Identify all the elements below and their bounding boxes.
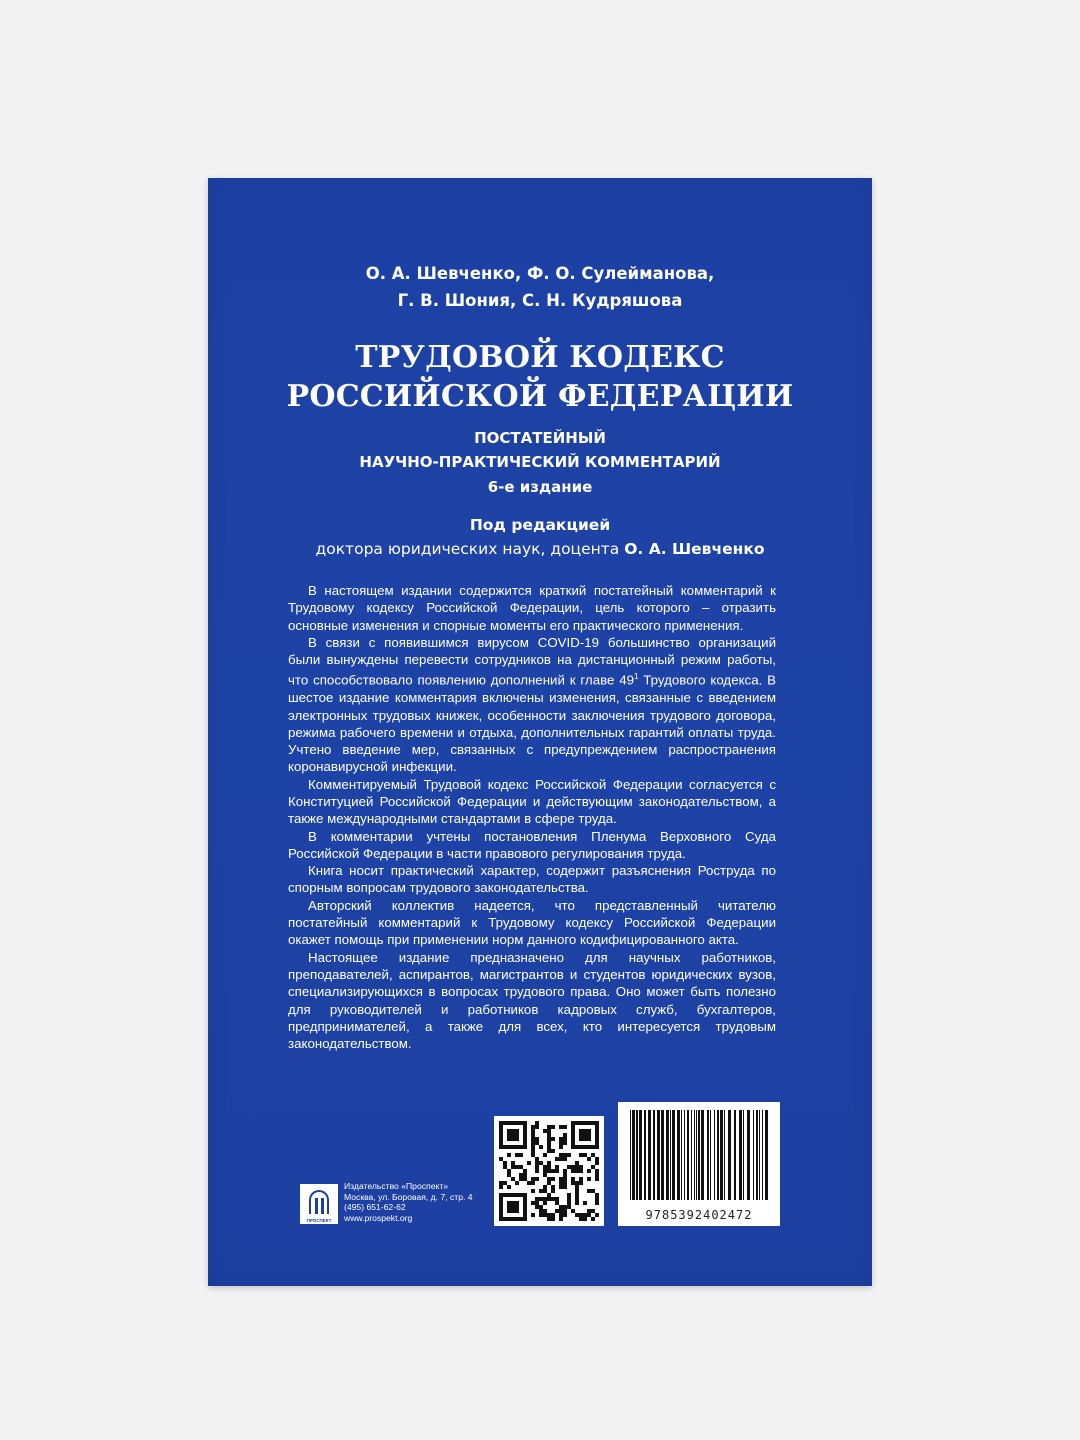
editor-name: О. А. Шевченко bbox=[624, 540, 765, 558]
annotation-paragraph bbox=[288, 634, 776, 776]
subtitle-line-1: ПОСТАТЕЙНЫЙ bbox=[474, 429, 606, 447]
editor-label: Под редакцией bbox=[469, 516, 611, 534]
isbn-number: 9785392402472 bbox=[645, 1208, 753, 1222]
annotation-paragraph: В комментарии учтены постановления Пленума Верховного Суда Российской Федерации в части правового регулирования труда. bbox=[288, 828, 776, 861]
logo-text: ПРОСПЕКТ bbox=[306, 1218, 332, 1223]
qr-code-icon bbox=[494, 1116, 604, 1226]
publisher-line: www.prospekt.org bbox=[344, 1212, 413, 1223]
annotation-paragraph: Настоящее издание предназначено для научных работников, преподавателей, аспирантов, магистрантов и студентов юридических вузов, специализирующихся в вопросах трудового права. Оно может быть полезно для руководителей и работников кадровых служб, бухгалтеров, предпринимателей, а также для всех, кто интересуется трудовым законодательством. bbox=[288, 949, 776, 1052]
annotation bbox=[288, 582, 776, 1052]
title-line-2: РОССИЙСКОЙ ФЕДЕРАЦИИ bbox=[286, 379, 794, 414]
editor-prefix: доктора юридических наук, доцента bbox=[315, 540, 620, 558]
subtitle-line-2: НАУЧНО-ПРАКТИЧЕСКИЙ КОММЕНТАРИЙ bbox=[359, 453, 721, 471]
edition: 6-е издание bbox=[487, 478, 593, 496]
barcode-icon bbox=[626, 1110, 772, 1200]
book-subtitle bbox=[208, 426, 872, 474]
authors bbox=[208, 260, 872, 314]
book-back-cover bbox=[208, 178, 872, 1286]
publisher-logo-icon bbox=[300, 1184, 338, 1224]
chapter-superscript: 1 bbox=[634, 672, 639, 682]
publisher-line: Москва, ул. Боровая, д. 7, стр. 4 bbox=[344, 1191, 473, 1202]
publisher-info bbox=[344, 1181, 473, 1223]
annotation-text: Трудового кодекса. В шестое издание комментария включены изменения, связанные с введением электронных трудовых книжек, особенности заключения трудового договора, режима рабочего времени и отдыха, дополнительных гарантий оплаты труда. Учтено введение мер, связанных с предупреждением распространения коронавирусной инфекции. bbox=[288, 672, 776, 775]
annotation-paragraph: Авторский коллектив надеется, что представленный читателю постатейный комментарий к Трудовому кодексу Российской Федерации окажет помощь при применении норм данного кодифицированного акта. bbox=[288, 897, 776, 948]
annotation-paragraph: В настоящем издании содержится краткий постатейный комментарий к Трудовому кодексу Российской Федерации, цель которого – отразить основные изменения и спорные моменты его практического применения. bbox=[288, 583, 776, 633]
publisher-line: (495) 651-62-62 bbox=[344, 1202, 406, 1212]
book-title bbox=[208, 338, 872, 416]
annotation-paragraph: Комментируемый Трудовой кодекс Российской Федерации согласуется с Конституцией Российской Федерации и действующим законодательством, а также международными стандартами в сфере труда. bbox=[288, 776, 776, 827]
annotation-text: В связи с появившимся вирусом COVID-19 большинство организаций были вынуждены перевести сотрудников на дистанционный режим работы, что способствовало появлению дополнений к главе 49 bbox=[288, 634, 776, 688]
annotation-paragraph: Книга носит практический характер, содержит разъяснения Роструда по спорным вопросам трудового законодательства. bbox=[288, 863, 776, 896]
title-line-1: ТРУДОВОЙ КОДЕКС bbox=[355, 340, 725, 375]
authors-line-1: О. А. Шевченко, Ф. О. Сулейманова, bbox=[365, 264, 715, 283]
publisher-line: Издательство «Проспект» bbox=[344, 1181, 449, 1191]
barcode bbox=[618, 1102, 780, 1226]
authors-line-2: Г. В. Шония, С. Н. Кудряшова bbox=[397, 291, 683, 310]
editor-line bbox=[208, 540, 872, 558]
